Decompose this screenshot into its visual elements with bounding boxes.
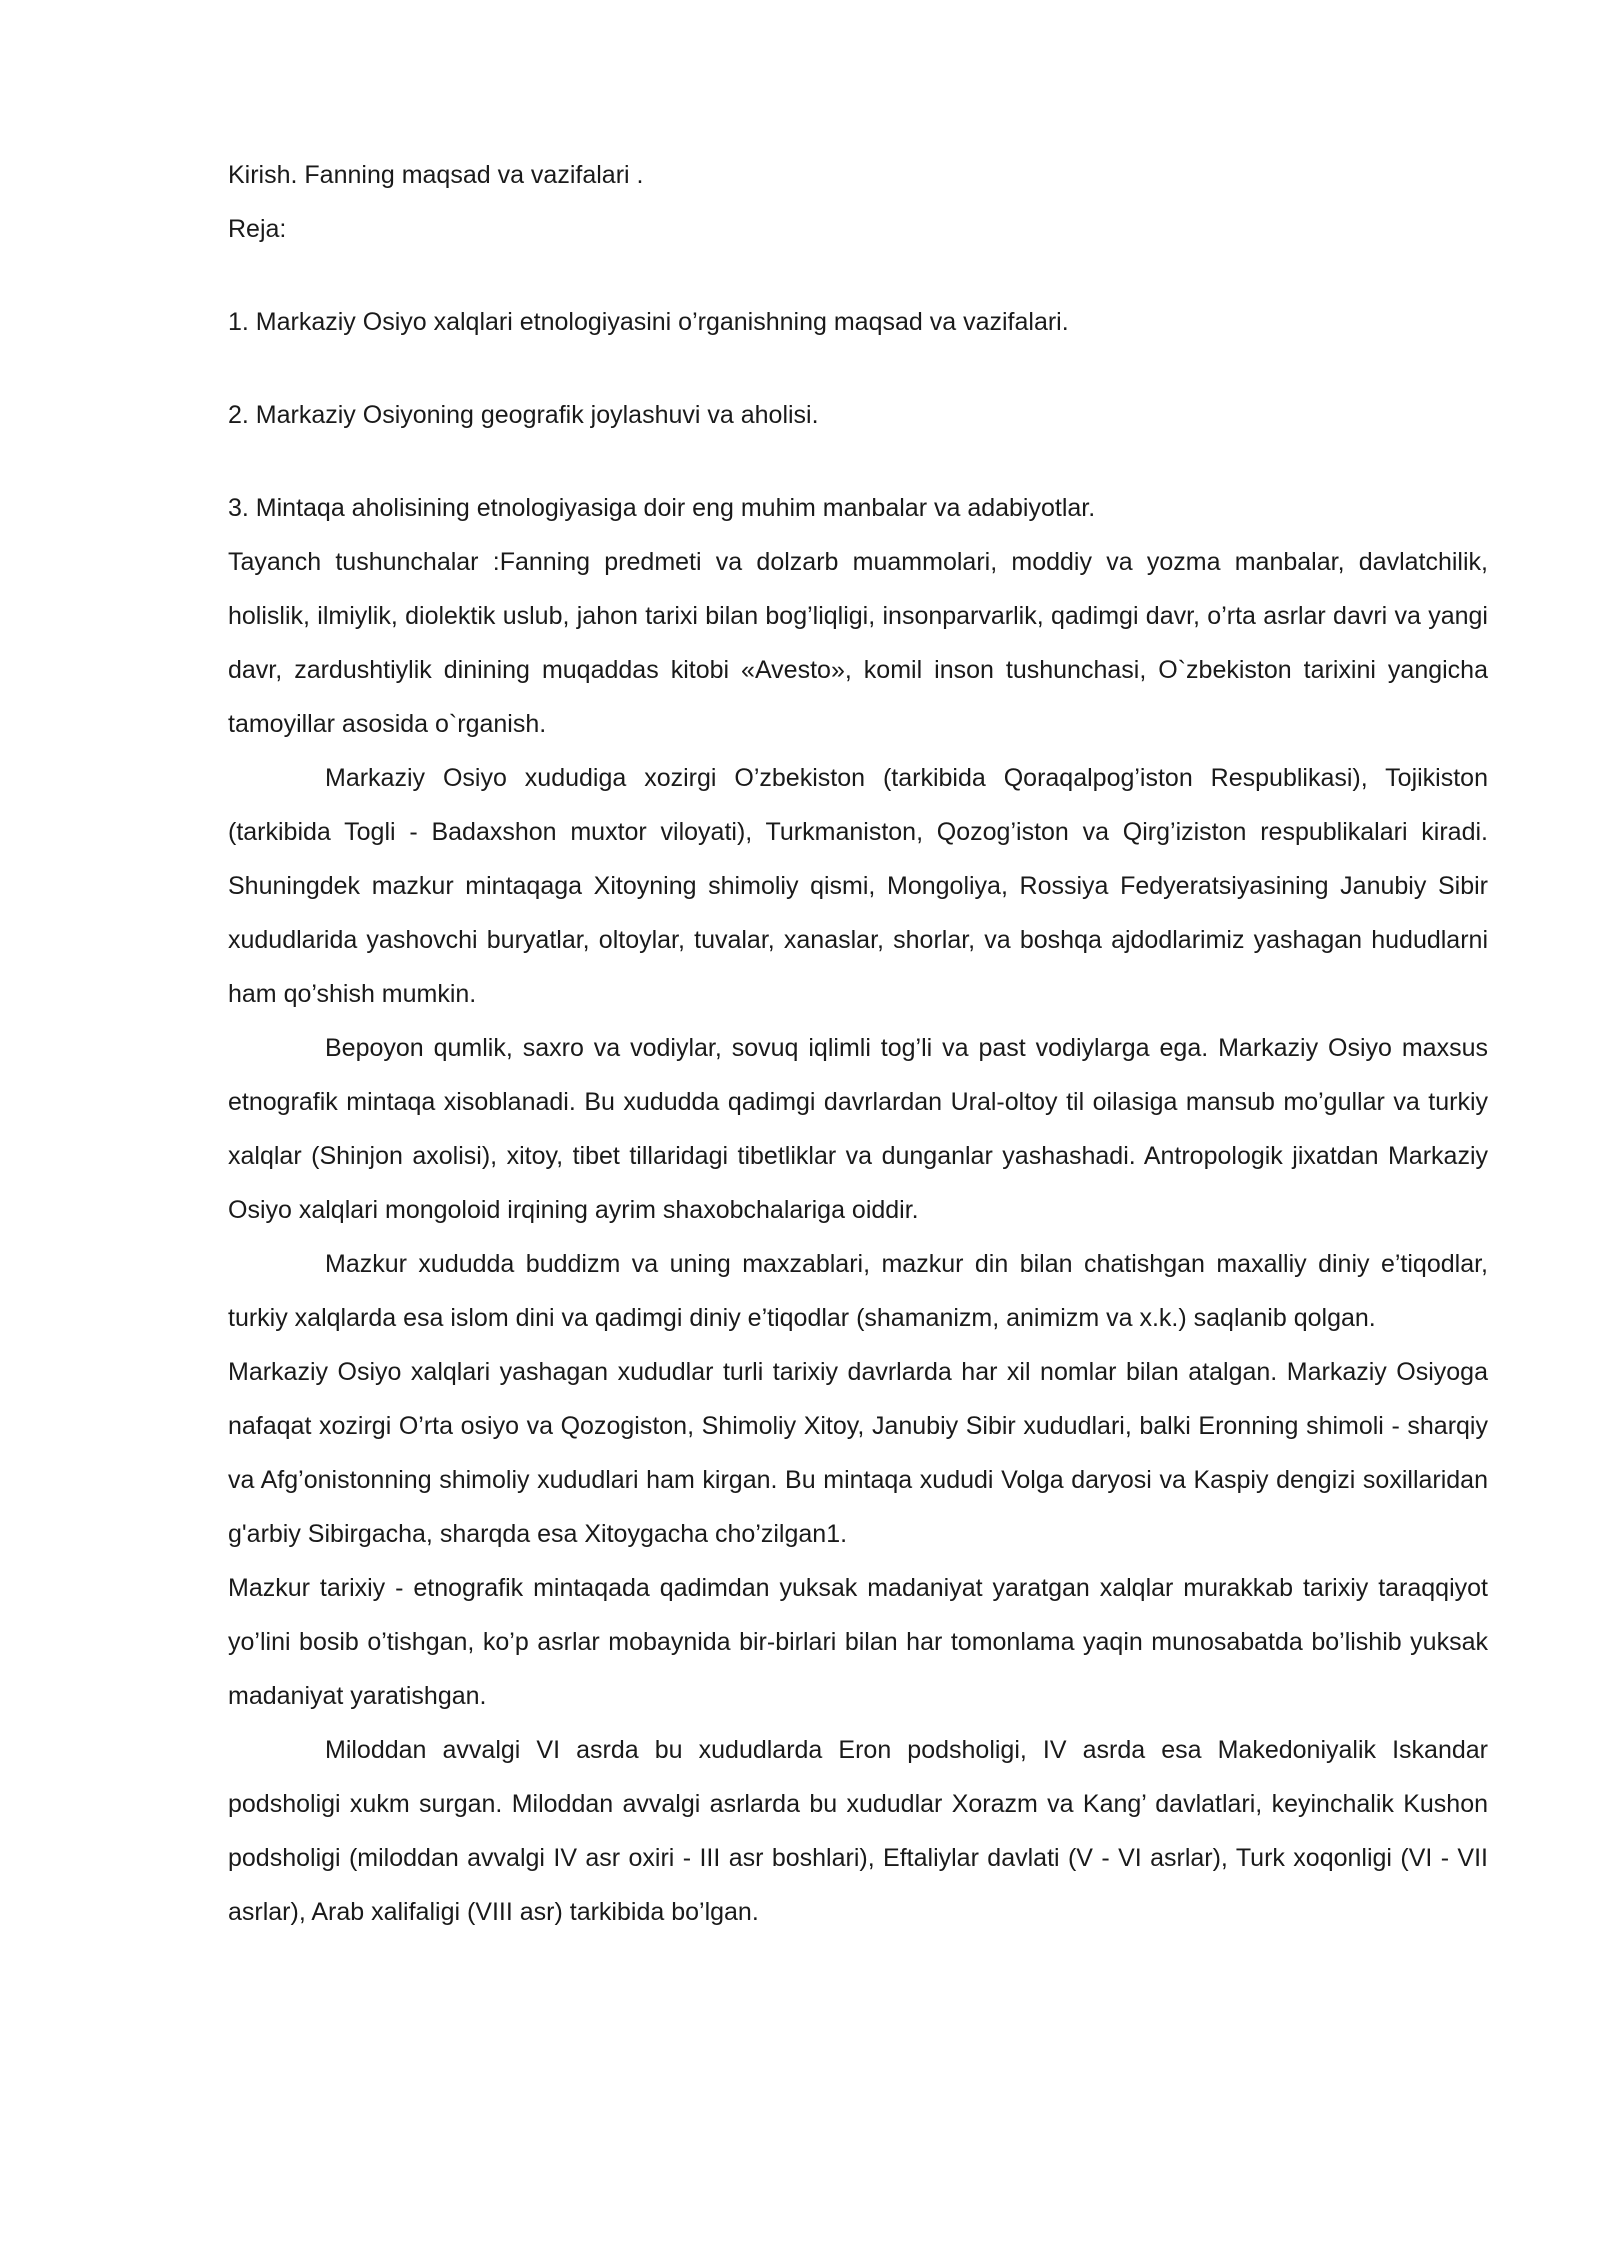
paragraph-states: Miloddan avvalgi VI asrda bu xududlarda Eron podsholigi, IV asrda esa Makedoniyalik Iskandar podsholigi xukm surgan. Miloddan avvalgi asrlarda bu xududlar Xorazm va Kang’ davlatlari, keyinchalik Kushon podsholigi (miloddan avvalgi IV asr oxiri - III asr boshlari), Eftaliylar davlati (V - VI asrlar), Turk xoqonligi (VI - VII asrlar), Arab xalifaligi (VIII asr) tarkibida bo’lgan. xyxy=(228,1736,1488,1926)
paragraph-religion: Mazkur xududda buddizm va uning maxzablari, mazkur din bilan chatishgan maxalliy diniy e’tiqodlar, turkiy xalqlarda esa islom dini va qadimgi diniy e’tiqodlar (shamanizm, animizm va x.k.) saqlanib qolgan. xyxy=(228,1250,1488,1332)
plan-item-3: 3. Mintaqa aholisining etnologiyasiga doir eng muhim manbalar va adabiyotlar. xyxy=(228,494,1096,522)
plan-item-2: 2. Markaziy Osiyoning geografik joylashuvi va aholisi. xyxy=(228,401,819,429)
paragraph-territory: Markaziy Osiyo xududiga xozirgi O’zbekiston (tarkibida Qoraqalpog’iston Respublikasi), Tojikiston (tarkibida Togli - Badaxshon muxtor viloyati), Turkmaniston, Qozog’iston va Qirg’iziston respublikalari kiradi. Shuningdek mazkur mintaqaga Xitoyning shimoliy qismi, Mongoliya, Rossiya Fedyeratsiyasining Janubiy Sibir xududlarida yashovchi buryatlar, oltoylar, tuvalar, xanaslar, shorlar, va boshqa ajdodlarimiz yashagan hududlarni ham qo’shish mumkin. xyxy=(228,764,1488,1008)
document-body xyxy=(228,148,1488,1939)
paragraph-historical-names: Markaziy Osiyo xalqlari yashagan xududlar turli tarixiy davrlarda har xil nomlar bilan atalgan. Markaziy Osiyoga nafaqat xozirgi O’rta osiyo va Qozogiston, Shimoliy Xitoy, Janubiy Sibir xududlari, balki Eronning shimoli - sharqiy va Afg’onistonning shimoliy xududlari ham kirgan. Bu mintaqa xududi Volga daryosi va Kaspiy dengizi soxillaridan g'arbiy Sibirgacha, sharqda esa Xitoygacha cho’zilgan1. xyxy=(228,1358,1488,1548)
paragraph-culture: Mazkur tarixiy - etnografik mintaqada qadimdan yuksak madaniyat yaratgan xalqlar murakkab tarixiy taraqqiyot yo’lini bosib o’tishgan, ko’p asrlar mobaynida bir-birlari bilan har tomonlama yaqin munosabatda bo’lishib yuksak madaniyat yaratishgan. xyxy=(228,1574,1488,1710)
document-title: Kirish. Fanning maqsad va vazifalari . xyxy=(228,161,644,189)
plan-heading: Reja: xyxy=(228,215,287,243)
key-concepts-paragraph: Tayanch tushunchalar :Fanning predmeti va dolzarb muammolari, moddiy va yozma manbalar, davlatchilik, holislik, ilmiylik, diolektik uslub, jahon tarixi bilan bog’liqligi, insonparvarlik, qadimgi davr, o’rta asrlar davri va yangi davr, zardushtiylik dinining muqaddas kitobi «Avesto», komil inson tushunchasi, O`zbekiston tarixini yangicha tamoyillar asosida o`rganish. xyxy=(228,548,1488,738)
plan-item-1: 1. Markaziy Osiyo xalqlari etnologiyasini o’rganishning maqsad va vazifalari. xyxy=(228,308,1069,336)
paragraph-geography: Bepoyon qumlik, saxro va vodiylar, sovuq iqlimli tog’li va past vodiylarga ega. Markaziy Osiyo maxsus etnografik mintaqa xisoblanadi. Bu xududda qadimgi davrlardan Ural-oltoy til oilasiga mansub mo’gullar va turkiy xalqlar (Shinjon axolisi), xitoy, tibet tillaridagi tibetliklar va dunganlar yashashadi. Antropologik jixatdan Markaziy Osiyo xalqlari mongoloid irqining ayrim shaxobchalariga oiddir. xyxy=(228,1034,1488,1224)
